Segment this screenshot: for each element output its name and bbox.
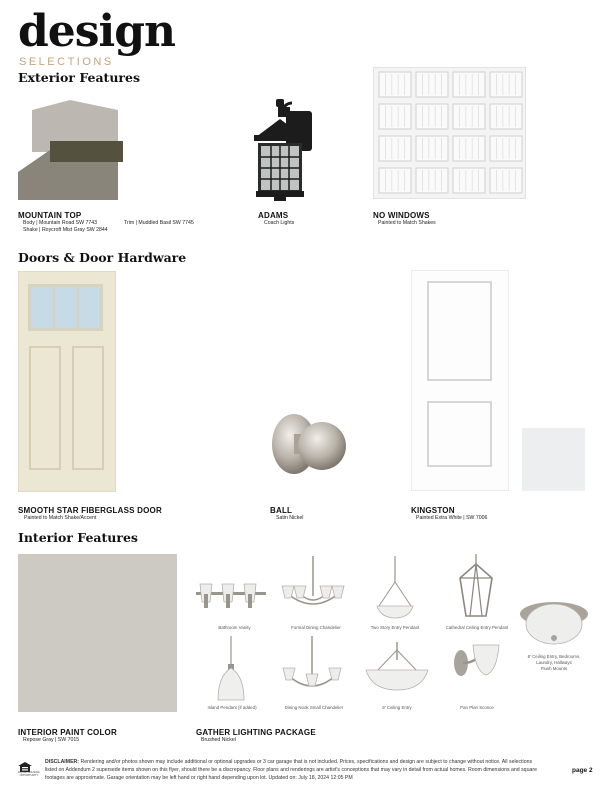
island-pendant-image [214,636,248,702]
garage-panel [490,168,522,193]
disclaimer-line-2: listed on Addendum 2 supersede items shown on this flyer, should there be a discrepancy. Floor plans and renderings are artist's conceptions that may vary in detail from actual homes. Room dimensions and square [45,767,537,773]
garage-panel [453,72,485,97]
fixture-label-2: Formal Dining Chandelier [291,625,341,630]
two-story-pendant-image [373,556,417,620]
equal-housing-text: EQUAL HOUSING OPPORTUNITY [18,771,40,777]
bathroom-vanity-image [192,578,272,612]
ext-item-1-line-2: Shake | Roycroft Mist Gray SW 2844 [23,227,108,233]
door-item-3-title: KINGSTON [411,506,455,515]
extra-white-swatch [522,428,585,491]
disclaimer-label: DISCLAIMER: [45,759,80,765]
lighting-sub: Brushed Nickel [201,737,236,743]
disclaimer-line-1 [45,759,605,767]
exterior-heading: Exterior Features [18,70,140,85]
garage-panel [379,168,411,193]
ext-item-3-line-1: Painted to Match Shakes [378,220,436,226]
house-color-swatch [18,100,124,200]
ext-item-1-title: MOUNTAIN TOP [18,211,82,220]
ext-item-2-title: ADAMS [258,211,289,220]
door-item-1-line-1: Painted to Match Shake/Accent [24,515,97,521]
garage-panel [490,72,522,97]
flush-mount-line-3: Flush Mounts [540,666,568,671]
doors-heading: Doors & Door Hardware [18,250,187,265]
kingston-door-image [411,270,509,491]
repose-gray-swatch [18,554,177,712]
garage-panel [416,104,448,129]
fixture-label-1: Bathroom Vanity [218,625,251,630]
garage-door-image [373,67,526,199]
fixture-label-5: Island Pendant (if added) [207,705,257,710]
fixture-label-3: Two Story Entry Pendant [370,625,420,630]
brand-subtitle: SELECTIONS [19,56,114,68]
garage-panel [453,168,485,193]
garage-panel [416,168,448,193]
disclaimer-line-3: footages are approximate. Garage orientation may be left hand or right hand depending upon lot. Updated on: July 18, 2024 12:05 PM [45,775,353,781]
flush-mount-line-2: Laundry, Hallways [536,660,572,665]
ceiling-entry-image [364,642,430,694]
garage-panel [453,104,485,129]
door-item-2-line-1: Satin Nickel [276,515,304,521]
fixture-label-4: Cathedral Ceiling Entry Pendant [445,625,509,630]
ext-item-2-line-1: Coach Lights [264,220,295,226]
flush-mount-image [518,598,590,648]
fixture-label-7: 9' Ceiling Entry [382,705,412,710]
paint-title: INTERIOR PAINT COLOR [18,728,117,737]
door-item-2-title: BALL [270,506,293,515]
garage-panel [379,136,411,161]
fiberglass-door-image [18,271,116,492]
sconce-image [451,637,503,697]
paint-sub: Repose Gray | SW 7015 [23,737,80,743]
garage-panel [453,136,485,161]
ext-item-1-trim: Trim | Muddled Basil SW 7745 [124,220,194,226]
brand-title: design [18,6,176,57]
garage-panel [379,104,411,129]
flush-mount-line-1: 8' Ceiling Entry, Bedrooms, [527,654,581,659]
ball-knob-image [270,410,350,480]
garage-panel [379,72,411,97]
coach-light-image [248,97,316,202]
garage-panel [490,104,522,129]
page-number: page 2 [572,767,593,774]
garage-panel [490,136,522,161]
door-item-3-line-1: Painted Extra White | SW 7006 [416,515,488,521]
dining-chandelier-image [280,556,346,618]
cathedral-pendant-image [456,554,496,620]
garage-panel [416,136,448,161]
equal-housing-icon [18,759,32,769]
ext-item-1-line-1: Body | Mountain Road SW 7743 [23,220,98,226]
door-item-1-title: SMOOTH STAR FIBERGLASS DOOR [18,506,162,515]
fixture-label-8: Pan Plan Sconce [460,705,494,710]
lighting-title: GATHER LIGHTING PACKAGE [196,728,316,737]
interior-heading: Interior Features [18,530,138,545]
ext-item-3-title: NO WINDOWS [373,211,430,220]
fixture-label-6: Dining Nook Small Chandelier [284,705,344,710]
disclaimer-text-1: Rendering and/or photos shown may include additional or optional upgrades or 3 car garage that is not included. Prices, specifications and design are subject to change without notice. All selections [80,759,533,765]
nook-chandelier-image [281,636,343,700]
garage-panel [416,72,448,97]
